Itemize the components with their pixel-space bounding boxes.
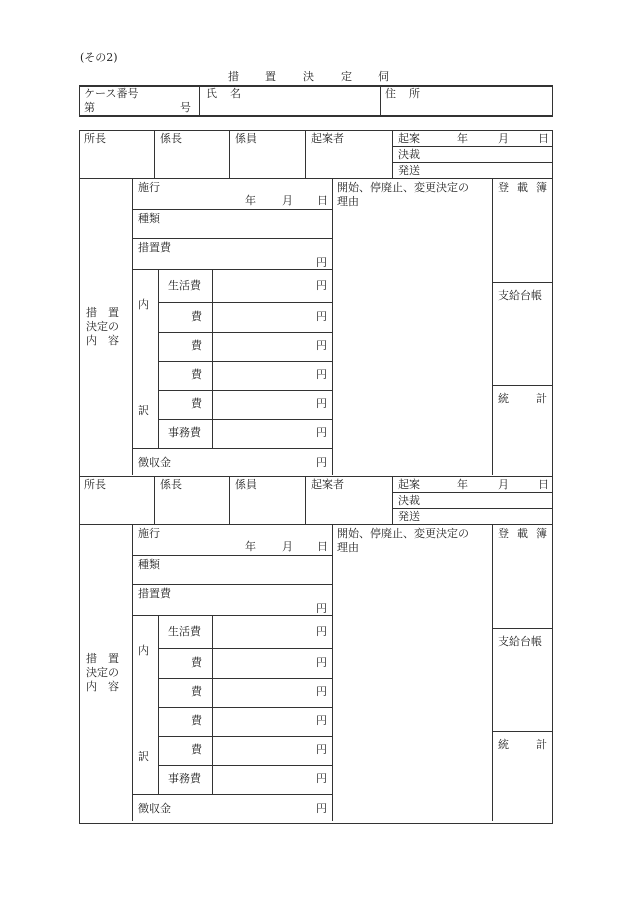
case-number-label: ケース番号: [84, 87, 139, 100]
block2-left-label-3: 内 容: [86, 680, 119, 693]
block1-choushukin-yen: 円: [316, 456, 327, 469]
block2-toukei-1: 統: [498, 738, 509, 751]
block2-item-3-yen: 円: [316, 714, 327, 727]
block2-reason-label-1: 開始、停廃止、変更決定の: [337, 527, 469, 540]
block2-item-5-yen: 円: [316, 772, 327, 785]
block2-touroku-1: 登: [498, 527, 509, 540]
block2-year-label: 年: [457, 478, 468, 491]
block1-role-chief: 係長: [160, 132, 182, 145]
block2-role-drafter: 起案者: [311, 478, 344, 491]
block1-item-3-yen: 円: [316, 368, 327, 381]
block1-reason-label-2: 理由: [337, 195, 359, 208]
block1-uchi-label: 内: [138, 298, 149, 311]
block1-shikou-month: 月: [282, 194, 293, 207]
block1-item-4-yen: 円: [316, 397, 327, 410]
block2-item-4-label: 費: [191, 743, 202, 756]
block1-hassou-label: 発送: [398, 164, 420, 177]
address-label-1: 住: [385, 87, 396, 100]
block2-choushukin-label: 徴収金: [138, 802, 171, 815]
block2-touroku-3: 簿: [536, 527, 547, 540]
block1-wake-label: 訳: [138, 404, 149, 417]
name-label-2: 名: [230, 87, 241, 100]
block1-sochihi-yen: 円: [316, 256, 327, 269]
block2-sochihi-yen: 円: [316, 602, 327, 615]
block2-kian-label: 起案: [398, 478, 420, 491]
block2-item-2-label: 費: [191, 685, 202, 698]
block2-role-staff: 係員: [235, 478, 257, 491]
block1-reason-label-1: 開始、停廃止、変更決定の: [337, 181, 469, 194]
block2-item-4-yen: 円: [316, 743, 327, 756]
block1-role-director: 所長: [84, 132, 106, 145]
block2-hassou-label: 発送: [398, 510, 420, 523]
form-subtitle: (その2): [80, 51, 118, 64]
block1-left-label-3: 内 容: [86, 334, 119, 347]
block1-choushukin-label: 徴収金: [138, 456, 171, 469]
block2-shurui-label: 種類: [138, 558, 160, 571]
block2-item-3-label: 費: [191, 714, 202, 727]
block1-touroku-1: 登: [498, 181, 509, 194]
block2-uchi-label: 内: [138, 644, 149, 657]
block2-day-label: 日: [538, 478, 549, 491]
block1-item-1-yen: 円: [316, 310, 327, 323]
block1-item-1-label: 費: [191, 310, 202, 323]
block2-choushukin-yen: 円: [316, 802, 327, 815]
title-char-1: 措: [228, 70, 239, 83]
block1-item-5-label: 事務費: [168, 426, 201, 439]
block2-item-0-label: 生活費: [168, 625, 201, 638]
block1-kessai-label: 決裁: [398, 148, 420, 161]
block1-role-staff: 係員: [235, 132, 257, 145]
title-char-2: 置: [265, 70, 276, 83]
block1-item-5-yen: 円: [316, 426, 327, 439]
block1-shikou-label: 施行: [138, 181, 160, 194]
block1-toukei-1: 統: [498, 392, 509, 405]
block2-kessai-label: 決裁: [398, 494, 420, 507]
block1-item-2-yen: 円: [316, 339, 327, 352]
block2-month-label: 月: [498, 478, 509, 491]
block2-shikou-year: 年: [245, 540, 256, 553]
block2-touroku-2: 載: [517, 527, 528, 540]
block2-role-chief: 係長: [160, 478, 182, 491]
title-char-5: 伺: [378, 70, 389, 83]
block2-item-1-yen: 円: [316, 656, 327, 669]
block1-shikyu-label: 支給台帳: [498, 289, 542, 302]
block2-reason-label-2: 理由: [337, 541, 359, 554]
block1-shikou-year: 年: [245, 194, 256, 207]
block2-wake-label: 訳: [138, 750, 149, 763]
block1-item-3-label: 費: [191, 368, 202, 381]
name-label-1: 氏: [206, 87, 217, 100]
block1-day-label: 日: [538, 132, 549, 145]
block2-toukei-2: 計: [536, 738, 547, 751]
block2-sochihi-label: 措置費: [138, 587, 171, 600]
block1-item-0-label: 生活費: [168, 279, 201, 292]
block1-left-label-1: 措 置: [86, 306, 119, 319]
block1-shikou-day: 日: [317, 194, 328, 207]
address-label-2: 所: [409, 87, 420, 100]
block1-item-2-label: 費: [191, 339, 202, 352]
block1-left-label-2: 決定の: [86, 320, 119, 333]
block1-shurui-label: 種類: [138, 212, 160, 225]
block2-shikou-label: 施行: [138, 527, 160, 540]
block2-item-1-label: 費: [191, 656, 202, 669]
block2-shikyu-label: 支給台帳: [498, 635, 542, 648]
block1-role-drafter: 起案者: [311, 132, 344, 145]
block2-shikou-month: 月: [282, 540, 293, 553]
block1-month-label: 月: [498, 132, 509, 145]
block2-item-2-yen: 円: [316, 685, 327, 698]
block1-kian-label: 起案: [398, 132, 420, 145]
block2-left-label-2: 決定の: [86, 666, 119, 679]
dai-label: 第: [84, 101, 95, 114]
block2-item-0-yen: 円: [316, 625, 327, 638]
block2-left-label-1: 措 置: [86, 652, 119, 665]
block1-toukei-2: 計: [536, 392, 547, 405]
block1-touroku-2: 載: [517, 181, 528, 194]
block1-year-label: 年: [457, 132, 468, 145]
title-char-3: 決: [303, 70, 314, 83]
go-label: 号: [180, 101, 191, 114]
block1-touroku-3: 簿: [536, 181, 547, 194]
block2-item-5-label: 事務費: [168, 772, 201, 785]
block1-item-0-yen: 円: [316, 279, 327, 292]
block1-sochihi-label: 措置費: [138, 241, 171, 254]
case-row: [79, 85, 553, 117]
block2-role-director: 所長: [84, 478, 106, 491]
title-char-4: 定: [341, 70, 352, 83]
block2-shikou-day: 日: [317, 540, 328, 553]
block1-item-4-label: 費: [191, 397, 202, 410]
